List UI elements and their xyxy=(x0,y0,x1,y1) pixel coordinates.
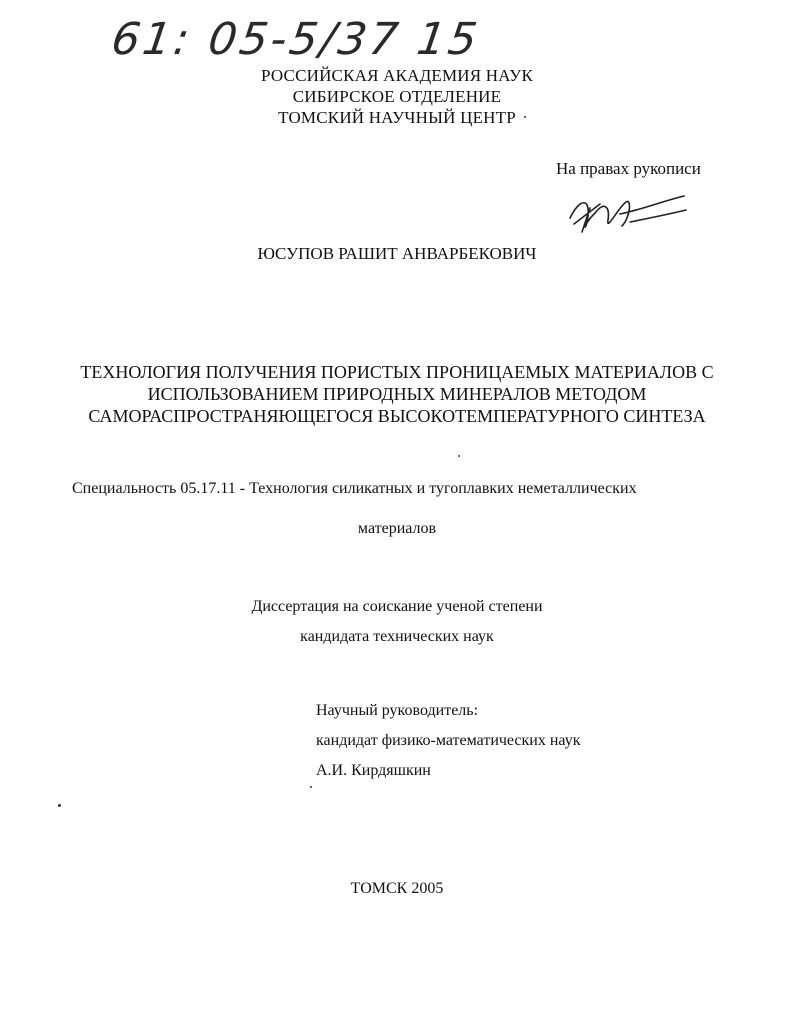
organization-line-3: ТОМСКИЙ НАУЧНЫЙ ЦЕНТР xyxy=(278,108,516,127)
dissertation-line-1: Диссертация на соискание ученой степени xyxy=(251,598,543,615)
dissertation-line-2: кандидата технических наук xyxy=(300,628,494,645)
specialty-line-2: материалов xyxy=(357,520,437,537)
title-line-2: ИСПОЛЬЗОВАНИЕМ ПРИРОДНЫХ МИНЕРАЛОВ МЕТОДОМ xyxy=(147,384,647,404)
title-line-3: САМОРАСПРОСТРАНЯЮЩЕГОСЯ ВЫСОКОТЕМПЕРАТУРНОГО СИНТЕЗА xyxy=(88,406,706,426)
scan-speck xyxy=(524,116,526,118)
signature-icon xyxy=(560,188,690,238)
organization-header xyxy=(0,66,794,129)
handwritten-archive-code: 61: 05-5/37 15 xyxy=(108,14,484,65)
organization-line-1: РОССИЙСКАЯ АКАДЕМИЯ НАУК xyxy=(260,66,533,85)
dissertation-title xyxy=(0,362,794,428)
specialty-line-1: Специальность 05.17.11 - Технология силикатных и тугоплавких неметаллических xyxy=(72,480,637,497)
dissertation-degree xyxy=(0,592,794,652)
organization-line-2: СИБИРСКОЕ ОТДЕЛЕНИЕ xyxy=(292,87,502,106)
supervisor-degree: кандидат физико-математических наук xyxy=(316,732,581,749)
scan-speck xyxy=(58,804,61,807)
supervisor-name: А.И. Кирдяшкин xyxy=(316,762,431,779)
author-name: ЮСУПОВ РАШИТ АНВАРБЕКОВИЧ xyxy=(257,244,537,263)
supervisor-label: Научный руководитель: xyxy=(316,702,479,719)
scan-speck xyxy=(458,455,460,457)
rights-note: На правах рукописи xyxy=(556,159,701,178)
title-line-1: ТЕХНОЛОГИЯ ПОЛУЧЕНИЯ ПОРИСТЫХ ПРОНИЦАЕМЫХ МАТЕРИАЛОВ С xyxy=(80,362,714,382)
city-year: ТОМСК 2005 xyxy=(350,880,444,897)
scan-speck xyxy=(310,786,312,788)
